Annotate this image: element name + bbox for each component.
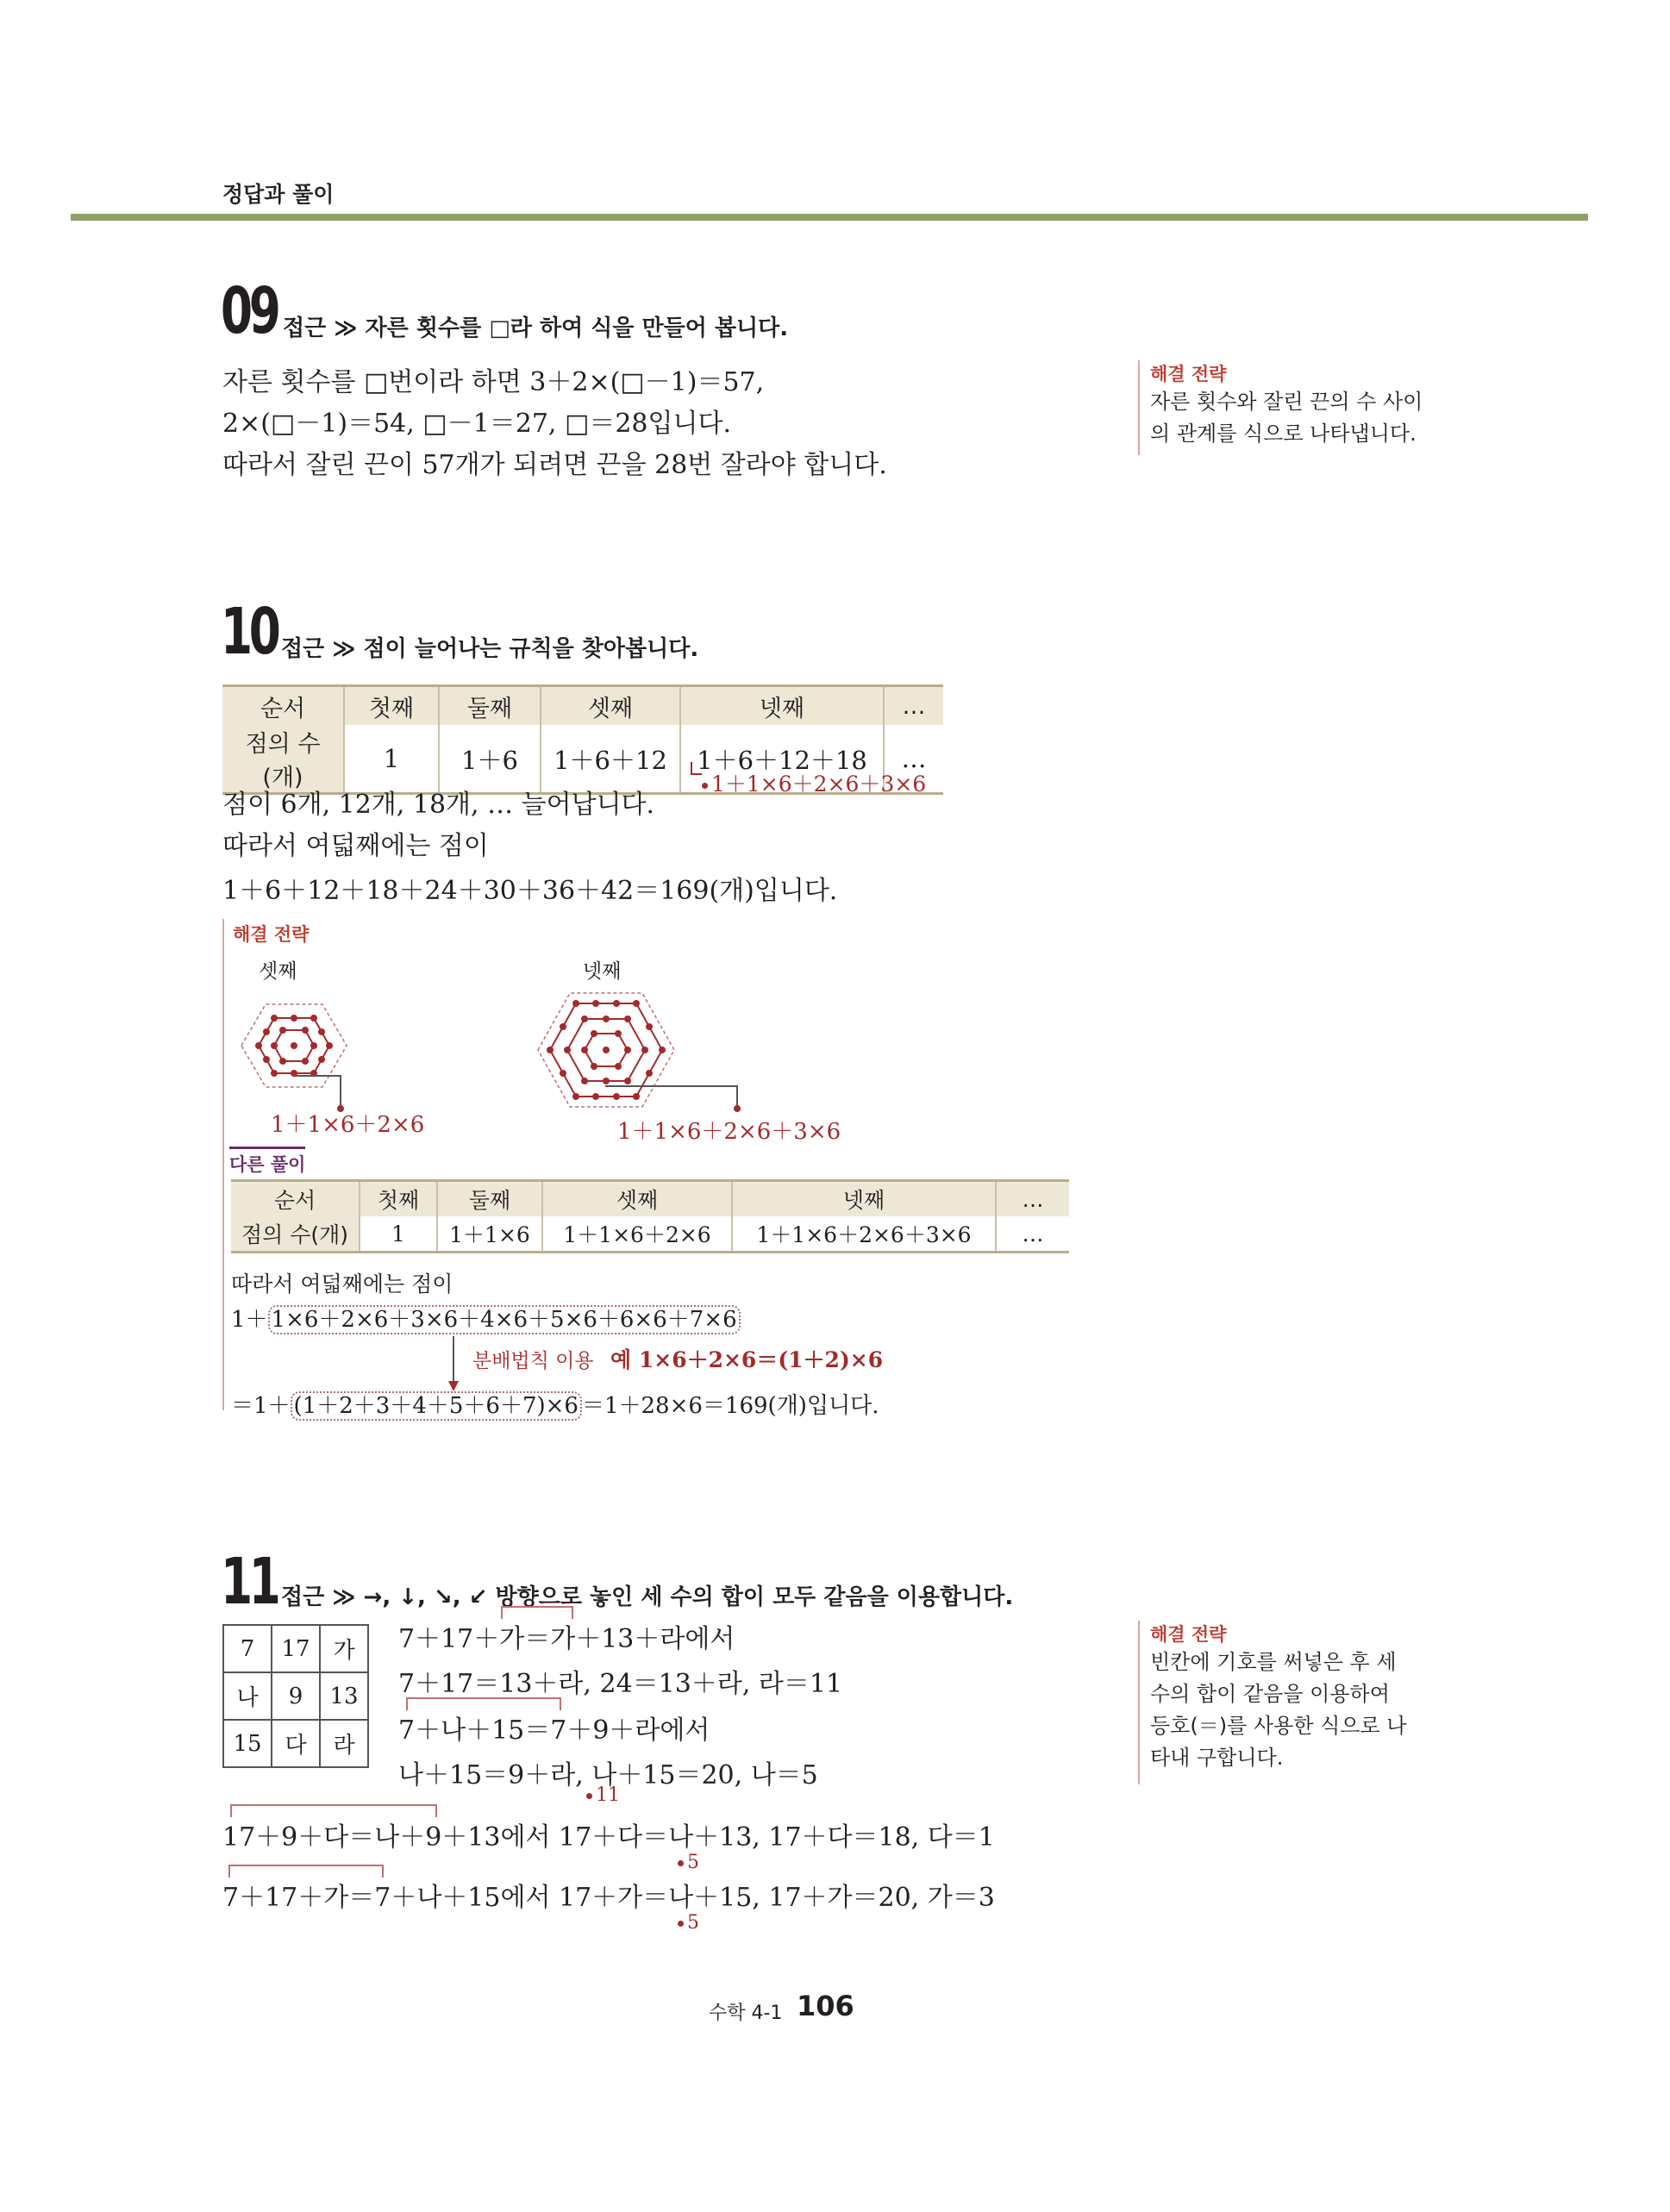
table-header: 첫째 [360, 1181, 437, 1217]
table-cell: 1＋1×6＋2×6＋3×6 [732, 1216, 996, 1253]
solution-line: 2×(□－1)＝54, □－1＝27, □＝28입니다. [222, 409, 731, 439]
alt-line: 따라서 여덟째에는 점이 [231, 1272, 453, 1297]
strategy-title: 해결 전략 [233, 924, 310, 945]
table-cell: 1 [360, 1216, 437, 1253]
table-header: 넷째 [732, 1181, 996, 1217]
alt-expr-prefix: 1＋ [231, 1307, 268, 1333]
distributive-example: 예 1×6＋2×6＝(1＋2)×6 [610, 1347, 884, 1372]
grid-cell: 라 [320, 1720, 368, 1767]
grid-cell: 17 [272, 1625, 320, 1672]
approach-11: 접근 ≫ →, ↓, ↘, ↙ 방향으로 놓인 세 수의 합이 모두 같음을 이용합니다. [281, 1584, 1014, 1610]
diagram-label-fourth: 넷째 [583, 960, 622, 983]
table-cell: 1 [344, 725, 439, 794]
table-header: … [996, 1181, 1069, 1217]
alt-expression [231, 1302, 741, 1334]
solution-line: 나＋15＝9＋라, 나＋15＝20, 나＝5 [398, 1760, 818, 1790]
grid-cell: 9 [272, 1672, 320, 1720]
table-header: 셋째 [541, 686, 680, 726]
grid-cell: 가 [320, 1625, 368, 1672]
solution-line: 7＋17＋가＝7＋나＋15에서 17＋가＝나＋15, 17＋가＝20, 가＝3 [222, 1883, 995, 1913]
note-text: 1＋1×6＋2×6＋3×6 [711, 772, 927, 797]
strategy-box-09 [1138, 360, 1426, 455]
table-cell: 1＋6＋12＋18 [680, 725, 884, 794]
table-cell: 1＋1×6＋2×6 [542, 1216, 732, 1253]
solution-line: 17＋9＋다＝나＋9＋13에서 17＋다＝나＋13, 17＋다＝18, 다＝1 [222, 1822, 995, 1853]
table-header: 넷째 [680, 686, 884, 726]
diagram-expr-fourth: 1＋1×6＋2×6＋3×6 [617, 1119, 841, 1145]
table-header: 둘째 [439, 686, 541, 726]
grid-cell: 다 [272, 1720, 320, 1767]
diagram-label-third: 셋째 [259, 960, 297, 983]
table-cell: 1＋1×6 [437, 1216, 542, 1253]
table-cell: 점의 수(개) [231, 1216, 360, 1253]
grid-cell: 나 [223, 1672, 272, 1720]
number-grid [222, 1624, 369, 1768]
substitution-note [678, 1852, 699, 1873]
note-text: 11 [596, 1784, 620, 1806]
grid-cell: 13 [320, 1672, 368, 1720]
table-cell: … [996, 1216, 1069, 1253]
table-header: 순서 [222, 686, 344, 726]
table-header: … [884, 686, 943, 726]
page-number: 106 [797, 1990, 854, 2022]
solution-line: 7＋17＝13＋라, 24＝13＋라, 라＝11 [398, 1669, 843, 1699]
approach-09: 접근 ≫ 자른 횟수를 □라 하여 식을 만들어 봅니다. [283, 316, 789, 341]
table-cell: 1＋6＋12 [541, 725, 680, 794]
alt-solution-title: 다른 풀이 [229, 1147, 305, 1177]
note-expr [702, 767, 926, 798]
alt-result [231, 1388, 879, 1420]
strategy-text: 타내 구합니다. [1150, 1746, 1284, 1770]
substitution-note [586, 1784, 620, 1806]
table-header: 둘째 [437, 1181, 542, 1217]
solution-line: 7＋나＋15＝7＋9＋라에서 [398, 1715, 710, 1746]
diagram-expr-third: 1＋1×6＋2×6 [271, 1112, 425, 1138]
table-header: 셋째 [542, 1181, 732, 1217]
table-cell: … [884, 725, 943, 794]
alt-result-suffix: ＝1＋28×6＝169(개)입니다. [581, 1393, 879, 1419]
strategy-title: 해결 전략 [1150, 1624, 1227, 1645]
strategy-title: 해결 전략 [1150, 364, 1227, 384]
alt-result-boxed: (1＋2＋3＋4＋5＋6＋7)×6 [291, 1391, 582, 1421]
alt-result-prefix: ＝1＋ [231, 1393, 291, 1419]
grid-cell: 7 [223, 1625, 272, 1672]
header-title: 정답과 풀이 [222, 182, 335, 207]
header-rule [71, 214, 1588, 221]
strategy-text: 자른 횟수와 잘린 끈의 수 사이 [1150, 390, 1423, 414]
alt-expr-boxed: 1×6＋2×6＋3×6＋4×6＋5×6＋6×6＋7×6 [268, 1305, 741, 1334]
strategy-text: 수의 합이 같음을 이용하여 [1150, 1682, 1390, 1706]
table-header: 첫째 [344, 686, 439, 726]
note-text: 5 [687, 1852, 699, 1873]
solution-line: 자른 횟수를 □번이라 하면 3＋2×(□－1)＝57, [222, 367, 765, 397]
solution-line: 점이 6개, 12개, 18개, … 늘어납니다. [222, 790, 655, 820]
strategy-text: 등호(＝)를 사용한 식으로 나 [1150, 1714, 1407, 1738]
footer-book: 수학 4-1 [709, 2003, 783, 2024]
grid-cell: 15 [223, 1720, 272, 1767]
problem-number-11: 11 [221, 1545, 278, 1619]
problem-number-10: 10 [221, 595, 278, 669]
solution-line: 7＋17＋가＝가＋13＋라에서 [398, 1624, 735, 1654]
strategy-box-11 [1138, 1621, 1426, 1784]
problem-number-09: 09 [221, 274, 278, 348]
solution-line: 따라서 잘린 끈이 57개가 되려면 끈을 28번 잘라야 합니다. [222, 450, 887, 480]
distributive-law-label: 분배법칙 이용 [472, 1350, 594, 1372]
down-arrow [445, 1336, 462, 1393]
strategy-text: 빈칸에 기호를 써넣은 후 세 [1150, 1650, 1397, 1674]
approach-10: 접근 ≫ 점이 늘어나는 규칙을 찾아봅니다. [281, 636, 699, 662]
solution-line: 1＋6＋12＋18＋24＋30＋36＋42＝169(개)입니다. [222, 876, 838, 906]
table-cell: 1＋6 [439, 725, 541, 794]
substitution-note [678, 1912, 699, 1934]
alt-dots-table [231, 1179, 1069, 1253]
table-cell: 점의 수(개) [222, 725, 344, 794]
note-text: 5 [687, 1912, 699, 1934]
strategy-text: 의 관계를 식으로 나타냅니다. [1150, 422, 1417, 446]
solution-line: 따라서 여덟째에는 점이 [222, 831, 489, 861]
table-header: 순서 [231, 1181, 360, 1217]
